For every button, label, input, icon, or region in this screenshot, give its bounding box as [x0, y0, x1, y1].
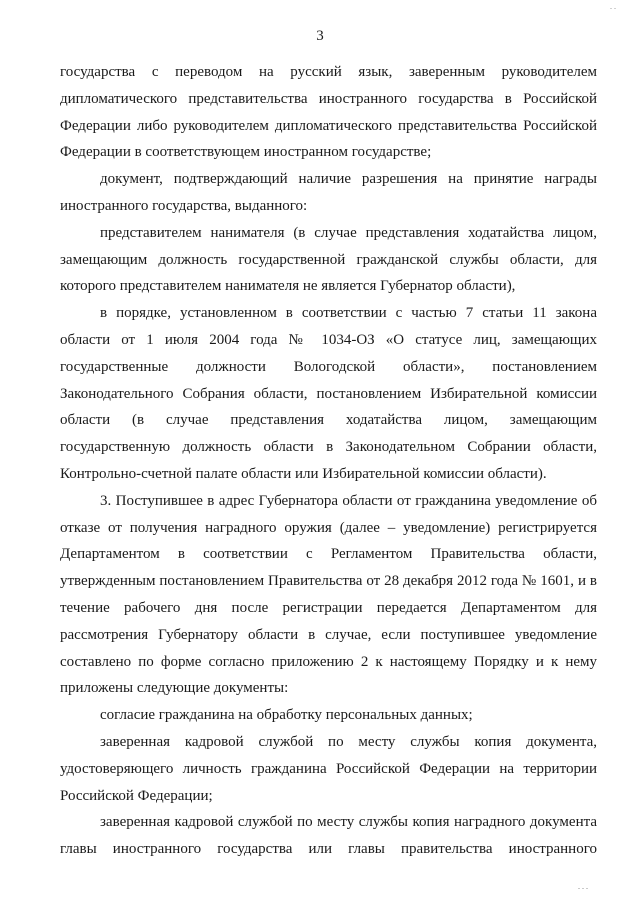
- scan-footer-mark: . . .: [578, 882, 588, 891]
- paragraph: заверенная кадровой службой по месту службы копия документа, удостоверяющего личность гражданина Российской Федерации на территории Российской Федерации;: [60, 733, 597, 804]
- paragraph: документ, подтверждающий наличие разрешения на принятие награды иностранного государства, выданного:: [60, 171, 597, 214]
- document-body: [60, 59, 597, 863]
- paragraph: заверенная кадровой службой по месту службы копия наградного документа главы иностранного государства или главы правительства иностранного: [60, 814, 597, 858]
- paragraph: государства с переводом на русский язык, заверенным руководителем дипломатического представительства иностранного государства в Российской Федерации либо руководителем дипломатического представительства Российской Федерации в соответствующем иностранном государстве;: [60, 64, 597, 161]
- paragraph: 3. Поступившее в адрес Губернатора области от гражданина уведомление об отказе от получения наградного оружия (далее – уведомление) регистрируется Департаментом в соответствии с Регламентом Правительства области, утвержденным постановлением Правительства от 28 декабря 2012 года № 1601, и в течение рабочего дня после регистрации передается Департаментом для рассмотрения Губернатору области в случае, если поступившее уведомление составлено по форме согласно приложению 2 к настоящему Порядку и к нему приложены следующие документы:: [60, 492, 597, 697]
- paragraph: представителем нанимателя (в случае представления ходатайства лицом, замещающим должность государственной гражданской службы области, для которого представителем нанимателя не является Губернатор области),: [60, 224, 597, 295]
- paragraph: в порядке, установленном в соответствии с частью 7 статьи 11 закона области от 1 июля 2004 года № 1034-ОЗ «О статусе лиц, замещающих государственные должности Вологодской области», постановлением Законодательного Собрания области, постановлением Избирательной комиссии области (в случае представления ходатайства лицом, замещающим государственную должность области в Законодательном Собрании области, Контрольно-счетной палате области или Избирательной комиссии области).: [60, 305, 597, 482]
- scan-corner-mark: . .: [610, 2, 616, 11]
- page-number: 3: [316, 28, 324, 44]
- paragraph: согласие гражданина на обработку персональных данных;: [100, 707, 473, 724]
